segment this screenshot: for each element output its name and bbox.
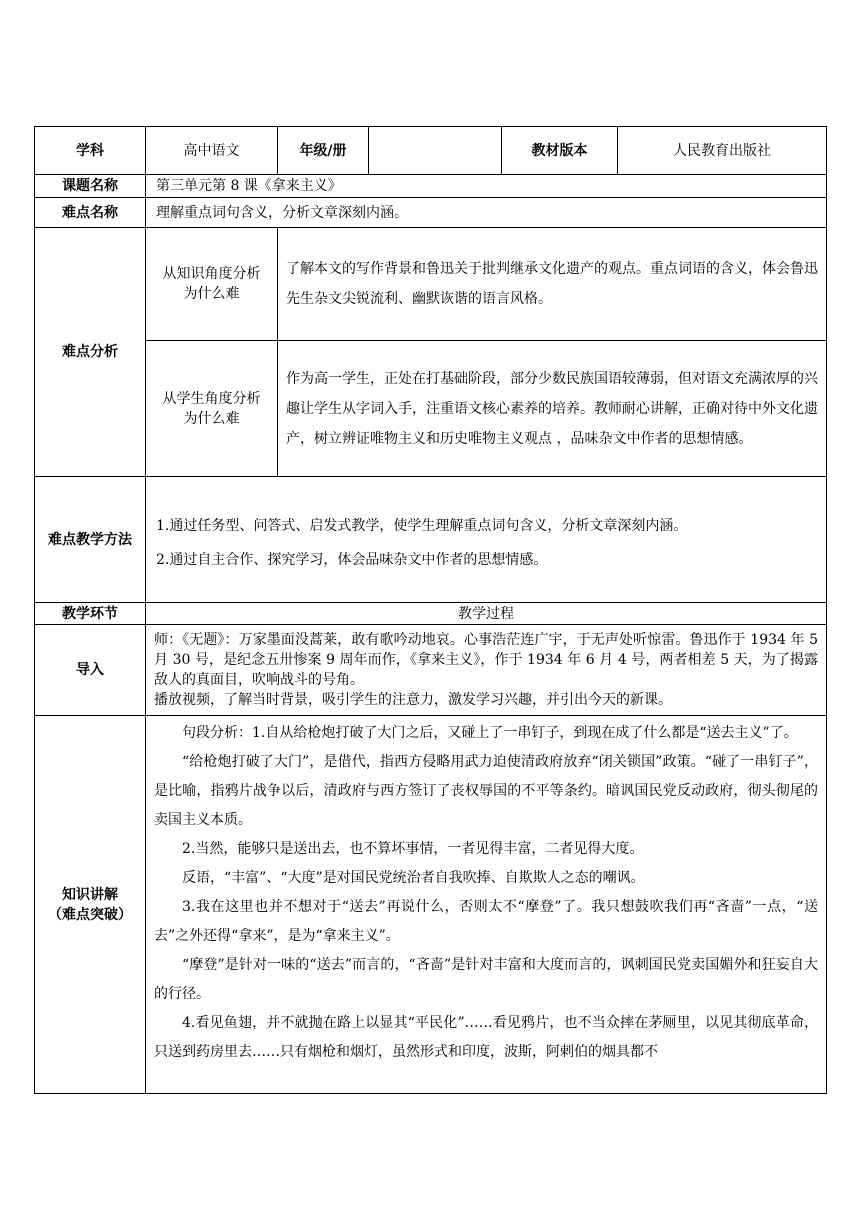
process-stage-label: 教学环节 bbox=[35, 603, 146, 625]
teaching-method-label: 难点教学方法 bbox=[35, 477, 146, 603]
student-angle-label: 从学生角度分析为什么难 bbox=[146, 341, 278, 477]
teaching-method-row bbox=[35, 477, 827, 603]
difficulty-name-value: 理解重点词句含义，分析文章深刻内涵。 bbox=[146, 198, 827, 228]
intro-cell bbox=[146, 625, 827, 716]
knowledge-paragraph: 句段分析：1.自从给枪炮打破了大门之后，又碰上了一串钉子，到现在成了什么都是“送去主义”了。 bbox=[182, 725, 798, 741]
grade-label: 年级/册 bbox=[278, 127, 369, 175]
intro-row bbox=[35, 625, 827, 716]
knowledge-sublabel: （难点突破） bbox=[48, 906, 132, 923]
knowledge-paragraph: 2.当然，能够只是送出去，也不算坏事情，一者见得丰富，二者见得大度。 bbox=[182, 841, 644, 857]
intro-paragraph: 师：《无题》：万家墨面没蒿莱，敢有歌吟动地哀。心事浩茫连广宇，于无声处听惊雷。鲁迅作于 1934 年 5 月 30 号，是纪念五卅惨案 9 周年而作，《拿来主义》，作于 1934 年 6 月 4 号，两者相差 5 天，为了揭露敌人的真面目，吹响战斗的号角。 bbox=[154, 632, 818, 688]
knowledge-angle-label: 从知识角度分析为什么难 bbox=[146, 228, 278, 341]
difficulty-analysis-row-knowledge bbox=[35, 228, 827, 341]
subject-value: 高中语文 bbox=[146, 127, 278, 175]
difficulty-name-label: 难点名称 bbox=[35, 198, 146, 228]
knowledge-label: 知识讲解 bbox=[62, 886, 118, 903]
teaching-method-item: 1.通过任务型、问答式、启发式教学，使学生理解重点词句含义，分析文章深刻内涵。 bbox=[156, 517, 688, 534]
textbook-label: 教材版本 bbox=[502, 127, 618, 175]
textbook-value: 人民教育出版社 bbox=[618, 127, 827, 175]
header-row bbox=[35, 127, 827, 175]
intro-paragraph: 播放视频，了解当时背景，吸引学生的注意力，激发学习兴趣，并引出今天的新课。 bbox=[154, 692, 672, 708]
teaching-method-cell bbox=[146, 477, 827, 603]
knowledge-paragraph: 3.我在这里也并不想对于“送去”再说什么，否则太不“摩登”了。我只想鼓吹我们再“吝啬”一点，“送去”之外还得“拿来”，是为“拿来主义”。 bbox=[154, 899, 818, 944]
subject-label: 学科 bbox=[35, 127, 146, 175]
difficulty-name-row bbox=[35, 198, 827, 228]
intro-label: 导入 bbox=[35, 625, 146, 716]
process-value: 教学过程 bbox=[146, 603, 827, 625]
topic-label: 课题名称 bbox=[35, 175, 146, 198]
topic-value: 第三单元第 8 课《拿来主义》 bbox=[146, 175, 827, 198]
grade-value bbox=[369, 127, 502, 175]
knowledge-paragraph: 反语，“丰富”、“大度”是对国民党统治者自我吹捧、自欺欺人之态的嘲讽。 bbox=[182, 870, 645, 886]
difficulty-analysis-label: 难点分析 bbox=[35, 228, 146, 477]
topic-row bbox=[35, 175, 827, 198]
teaching-method-item: 2.通过自主合作、探究学习，体会品味杂文中作者的思想情感。 bbox=[156, 551, 548, 568]
student-angle-text: 作为高一学生，正处在打基础阶段，部分少数民族国语较薄弱，但对语文充满浓厚的兴趣让学生从字词入手，注重语文核心素养的培养。教师耐心讲解，正确对待中外文化遗产，树立辨证唯物主义和历史唯物主义观点 ，品味杂文中作者的思想情感。 bbox=[286, 370, 818, 447]
process-header-row bbox=[35, 603, 827, 625]
knowledge-paragraph: “给枪炮打破了大门”，是借代，指西方侵略用武力迫使清政府放弃“闭关锁国”政策。“碰了一串钉子”，是比喻，指鸦片战争以后，清政府与西方签订了丧权辱国的不平等条约。暗讽国民党反动政府，彻头彻尾的卖国主义本质。 bbox=[154, 754, 818, 828]
knowledge-label-cell bbox=[35, 716, 146, 1094]
student-angle-cell bbox=[278, 341, 827, 477]
difficulty-analysis-row-student bbox=[35, 341, 827, 477]
knowledge-cell bbox=[146, 716, 827, 1094]
knowledge-paragraph: “摩登”是针对一味的“送去”而言的，“吝啬”是针对丰富和大度而言的，讽刺国民党卖国媚外和狂妄自大的行径。 bbox=[154, 957, 818, 1002]
knowledge-angle-text: 了解本文的写作背景和鲁迅关于批判继承文化遗产的观点。重点词语的含义，体会鲁迅先生杂文尖锐流利、幽默诙谐的语言风格。 bbox=[286, 261, 818, 307]
lesson-plan-table bbox=[34, 126, 827, 1094]
knowledge-angle-cell bbox=[278, 228, 827, 341]
knowledge-paragraph: 4.看见鱼翅，并不就抛在路上以显其“平民化”……看见鸦片，也不当众摔在茅厕里，以见其彻底革命，只送到药房里去……只有烟枪和烟灯，虽然形式和印度，波斯，阿剌伯的烟具都不 bbox=[154, 1015, 818, 1060]
lesson-plan-page bbox=[34, 126, 826, 1094]
knowledge-row bbox=[35, 716, 827, 1094]
